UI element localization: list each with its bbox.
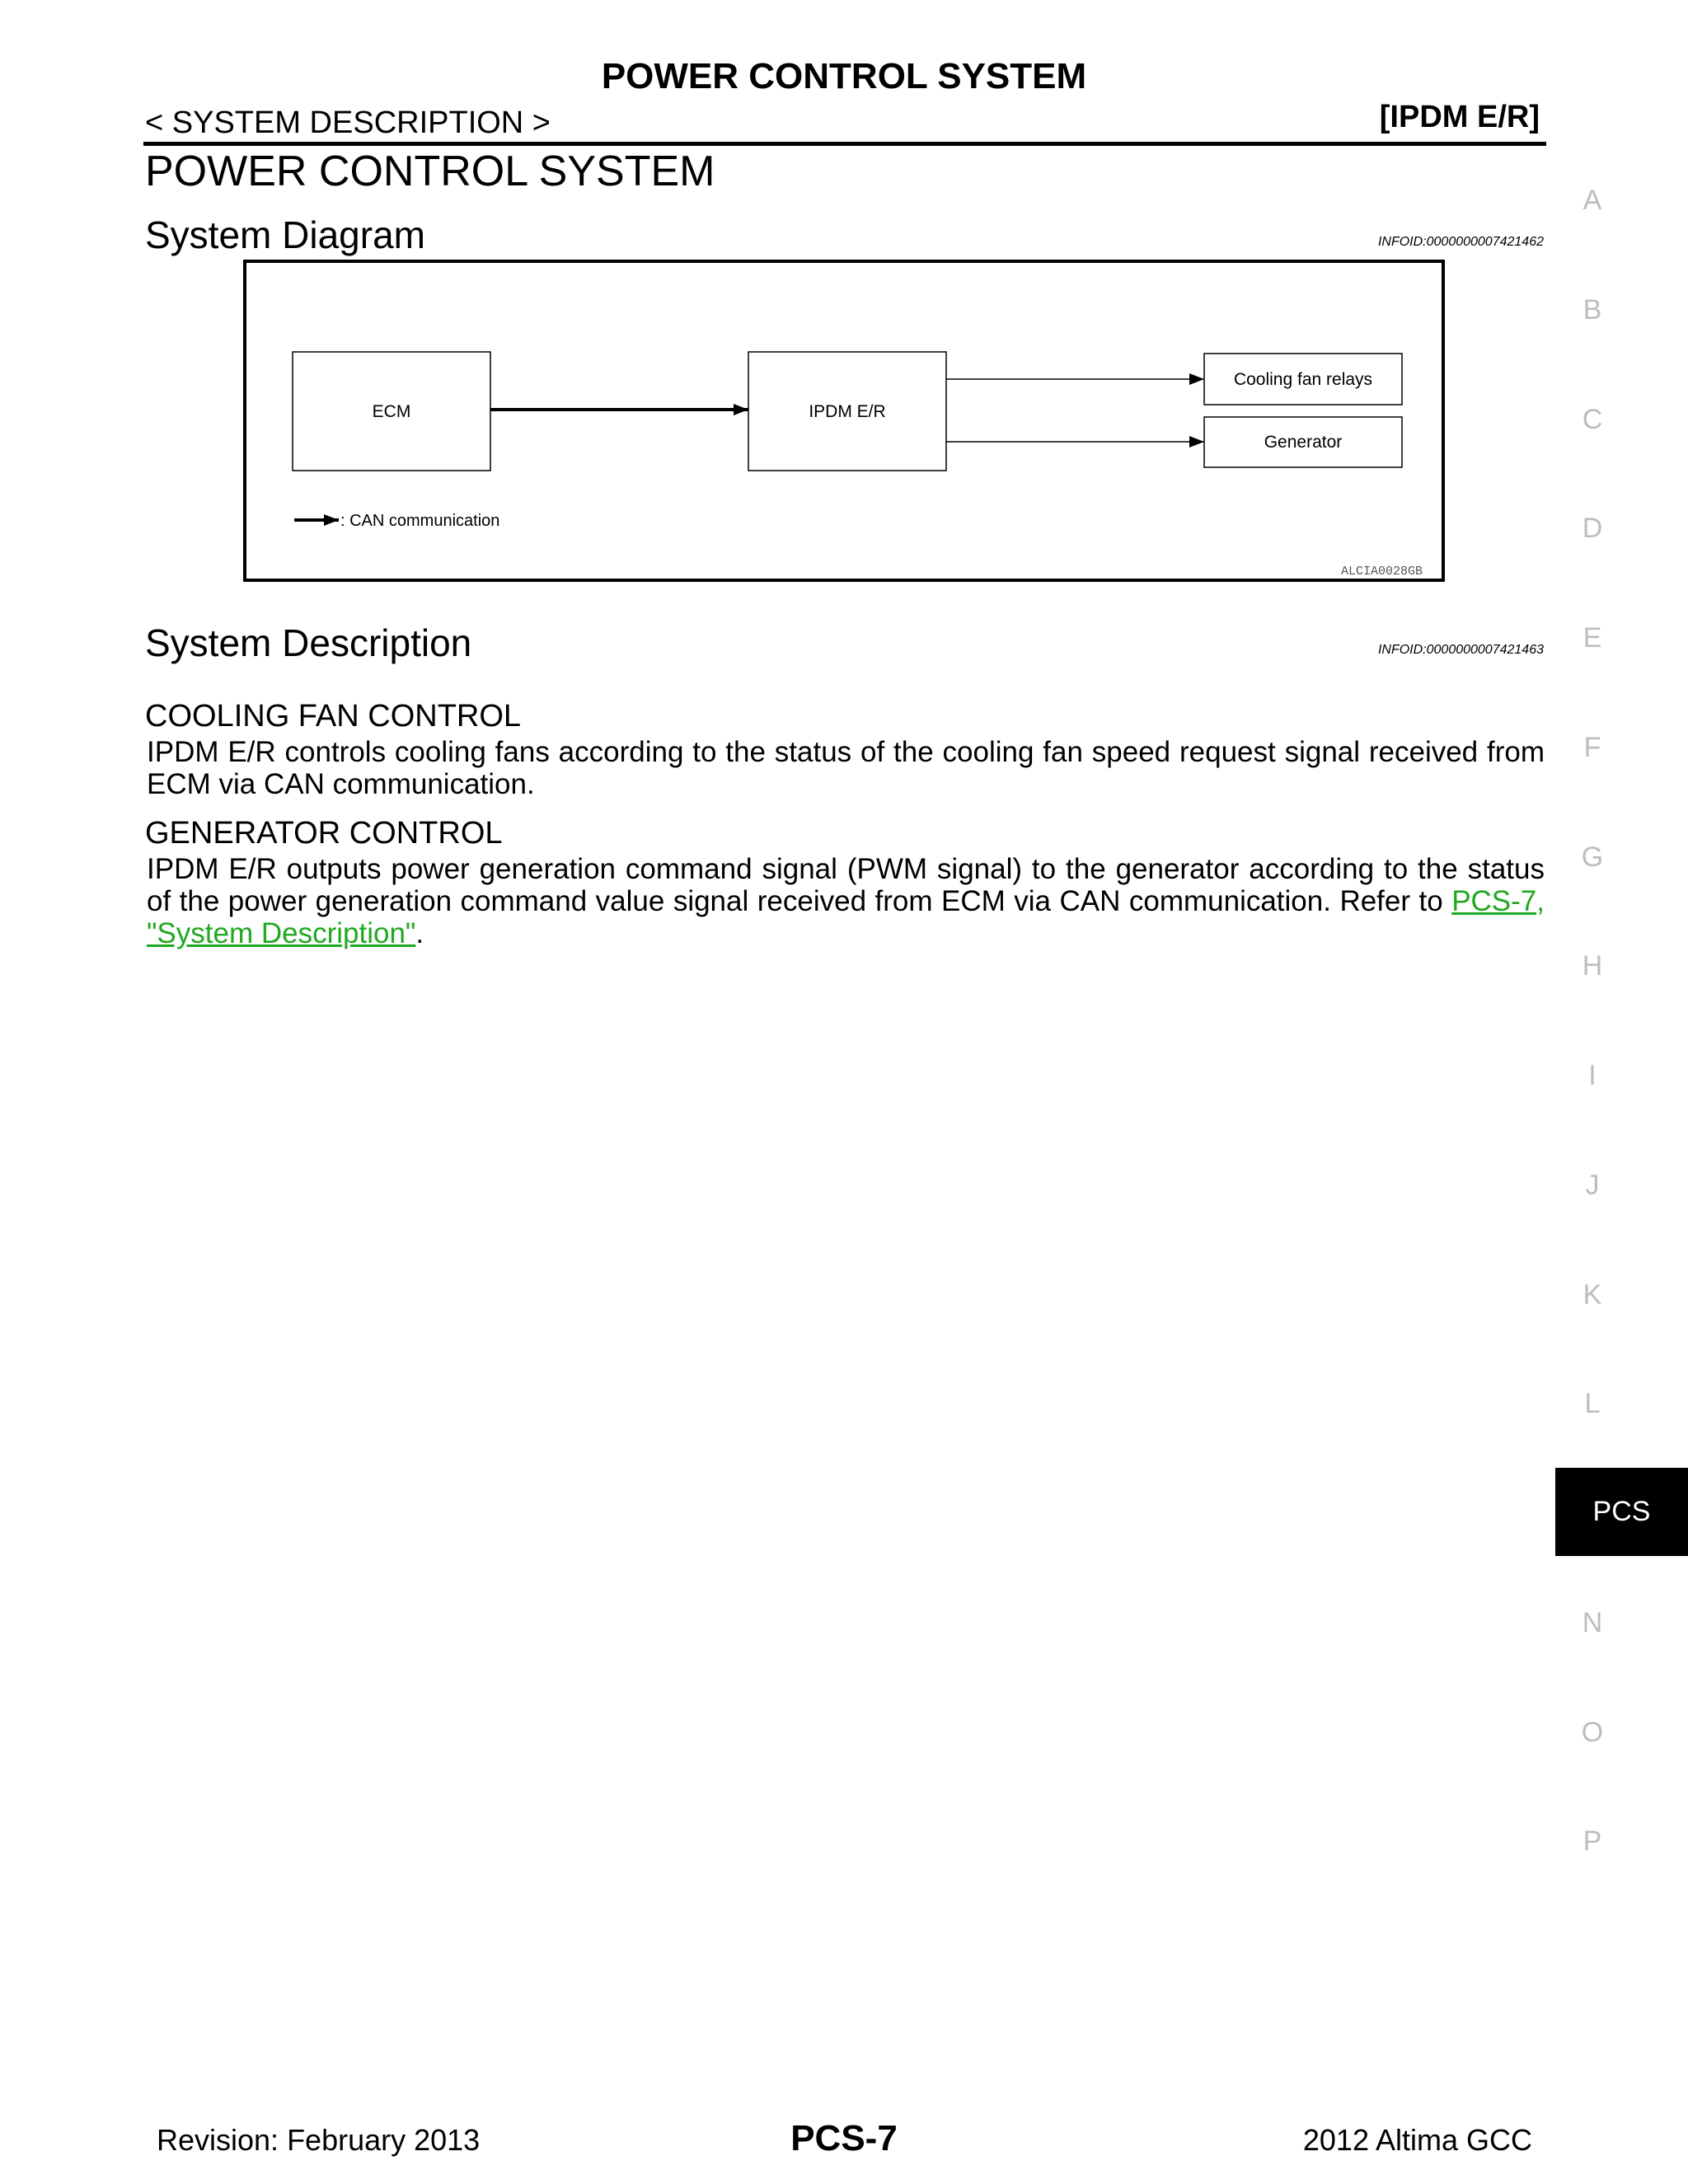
index-letter-c[interactable]: C: [1582, 404, 1603, 435]
system-description-infoid: INFOID:0000000007421463: [1377, 643, 1544, 657]
generator-control-heading: GENERATOR CONTROL: [145, 816, 503, 851]
index-letter-h[interactable]: H: [1582, 950, 1603, 982]
figure-id: ALCIA0028GB: [1340, 565, 1423, 579]
system-diagram-svg: [246, 263, 1448, 585]
index-letter-p[interactable]: P: [1582, 1825, 1602, 1857]
system-description-heading: System Description: [145, 621, 472, 664]
footer-page-number: PCS-7: [790, 2118, 898, 2158]
index-letter-e[interactable]: E: [1582, 622, 1602, 654]
cooling-fan-control-text: IPDM E/R controls cooling fans according to the status of the cooling fan speed request signal received from ECM via CAN communication.: [147, 736, 1545, 800]
page-title: POWER CONTROL SYSTEM: [601, 56, 1087, 96]
generator-control-text: [147, 853, 1545, 949]
generator-label: Generator: [1264, 433, 1343, 452]
index-letter-o[interactable]: O: [1581, 1717, 1604, 1748]
legend-label: : CAN communication: [340, 512, 500, 530]
index-letter-k[interactable]: K: [1582, 1279, 1602, 1310]
index-letter-b[interactable]: B: [1582, 294, 1602, 326]
index-letter-l[interactable]: L: [1584, 1388, 1601, 1419]
footer-revision: Revision: February 2013: [157, 2123, 481, 2157]
ecm-label: ECM: [372, 402, 411, 421]
system-diagram-infoid: INFOID:0000000007421462: [1377, 235, 1544, 249]
index-letter-a[interactable]: A: [1582, 185, 1602, 216]
section-tag: < SYSTEM DESCRIPTION >: [145, 105, 551, 140]
generator-control-text-body: IPDM E/R outputs power generation command signal (PWM signal) to the generator according to the status of the power generation command value signal received from ECM via CAN communication. Refer to: [147, 853, 1545, 917]
footer-model: 2012 Altima GCC: [1302, 2123, 1532, 2157]
index-letter-n[interactable]: N: [1582, 1607, 1603, 1638]
index-letter-d[interactable]: D: [1582, 513, 1603, 544]
system-diagram-heading: System Diagram: [145, 213, 425, 256]
generator-control-text-end: .: [415, 917, 424, 949]
index-letter-i[interactable]: I: [1588, 1060, 1597, 1091]
ipdm-label: IPDM E/R: [809, 402, 886, 421]
module-tag: [IPDM E/R]: [1379, 100, 1540, 134]
index-letter-f[interactable]: F: [1583, 732, 1601, 763]
index-tab-pcs[interactable]: PCS: [1555, 1468, 1688, 1556]
pcs-7-system-description-link[interactable]: PCS-7, "System Description": [147, 885, 1545, 949]
index-letter-g[interactable]: G: [1581, 841, 1604, 873]
cooling-fan-control-heading: COOLING FAN CONTROL: [145, 699, 522, 733]
index-letter-j[interactable]: J: [1585, 1169, 1600, 1201]
main-heading: POWER CONTROL SYSTEM: [145, 148, 715, 195]
cooling-fan-relays-label: Cooling fan relays: [1233, 370, 1373, 389]
system-diagram: [243, 260, 1445, 582]
